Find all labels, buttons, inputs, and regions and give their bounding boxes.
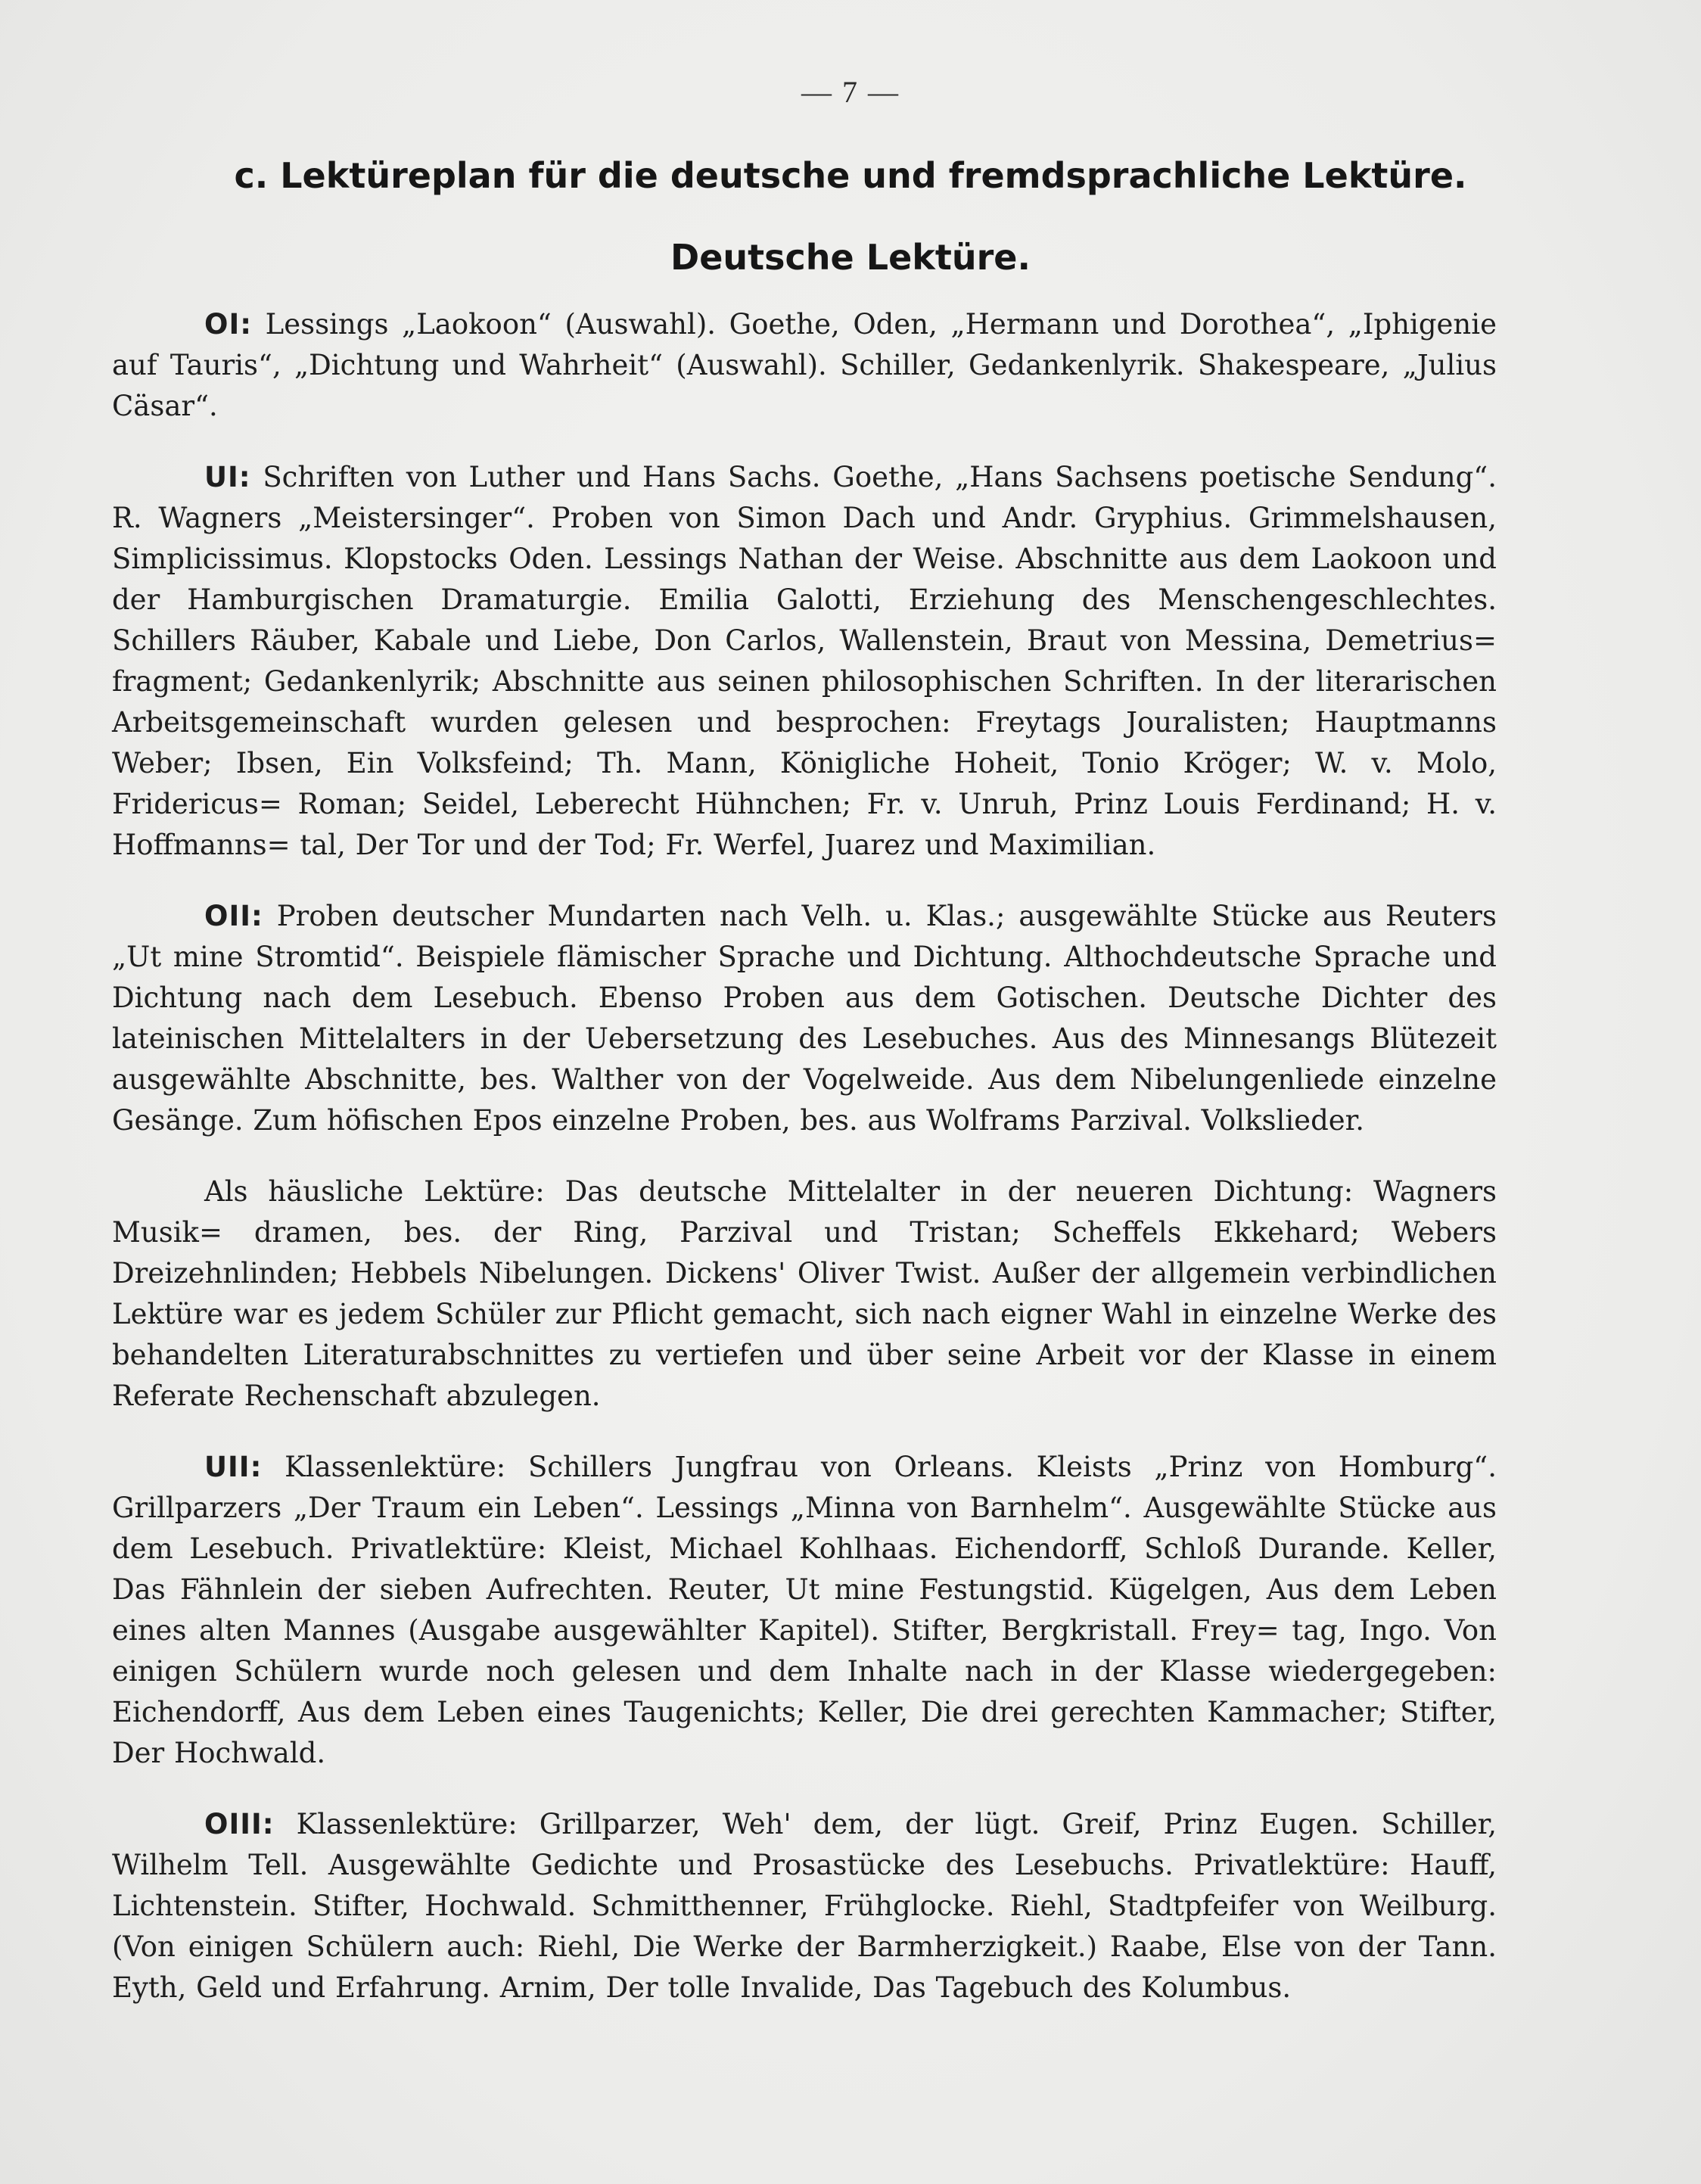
paragraph-uii: [112, 1447, 1497, 1774]
paragraph-ui-text: Schriften von Luther und Hans Sachs. Goethe, „Hans Sachsens poetische Sendung“. R. Wagners „Meistersinger“. Proben von Simon Dach und Andr. Gryphius. Grimmelshausen, Simplicissimus. Klopstocks Oden. Lessings Nathan der Weise. Abschnitte aus dem Laokoon und der Hamburgischen Dramaturgie. Emilia Galotti, Erziehung des Menschengeschlechtes. Schillers Räuber, Kabale und Liebe, Don Carlos, Wallenstein, Braut von Messina, Demetrius= fragment; Gedankenlyrik; Abschnitte aus seinen philosophischen Schriften. In der literarischen Arbeitsgemeinschaft wurden gelesen und besprochen: Freytags Jouralisten; Hauptmanns Weber; Ibsen, Ein Volksfeind; Th. Mann, Königliche Hoheit, Tonio Kröger; W. v. Molo, Fridericus= Roman; Seidel, Leberecht Hühnchen; Fr. v. Unruh, Prinz Louis Ferdinand; H. v. Hoffmanns= tal, Der Tor und der Tod; Fr. Werfel, Juarez und Maximilian.: [112, 461, 1497, 861]
class-label-ui: UI:: [204, 461, 251, 493]
subtitle: Deutsche Lektüre.: [670, 237, 1031, 278]
paragraph-oii-text: Proben deutscher Mundarten nach Velh. u. Klas.; ausgewählte Stücke aus Reuters „Ut mine Stromtid“. Beispiele flämischer Sprache und Dichtung. Althochdeutsche Sprache und Dichtung nach dem Lesebuch. Ebenso Proben aus dem Gotischen. Deutsche Dichter des lateinischen Mittelalters in der Uebersetzung des Lesebuches. Aus des Minnesangs Blütezeit ausgewählte Abschnitte, bes. Walther von der Vogelweide. Aus dem Nibelungenliede einzelne Gesänge. Zum höfischen Epos einzelne Proben, bes. aus Wolframs Parzival. Volkslieder.: [112, 900, 1497, 1137]
section-title: c. Lektüreplan für die deutsche und fremdsprachliche Lektüre.: [234, 155, 1467, 196]
body-text: [112, 304, 1497, 2039]
class-label-oii: OII:: [204, 900, 263, 932]
paragraph-hausliche-lekture: [112, 1171, 1497, 1417]
paragraph-oi: [112, 304, 1497, 427]
paragraph-uii-text: Klassenlektüre: Schillers Jungfrau von Orleans. Kleists „Prinz von Homburg“. Grillparzers „Der Traum ein Leben“. Lessings „Minna von Barnhelm“. Ausgewählte Stücke aus dem Lesebuch. Privatlektüre: Kleist, Michael Kohlhaas. Eichendorff, Schloß Durande. Keller, Das Fähnlein der sieben Aufrechten. Reuter, Ut mine Festungstid. Kügelgen, Aus dem Leben eines alten Mannes (Ausgabe ausgewählter Kapitel). Stifter, Bergkristall. Frey= tag, Ingo. Von einigen Schülern wurde noch gelesen und dem Inhalte nach in der Klasse wiedergegeben: Eichendorff, Aus dem Leben eines Taugenichts; Keller, Die drei gerechten Kammacher; Stifter, Der Hochwald.: [112, 1451, 1497, 1769]
class-label-oiii: OIII:: [204, 1808, 275, 1840]
paragraph-hausliche-lekture-text: Als häusliche Lektüre: Das deutsche Mittelalter in der neueren Dichtung: Wagners Musik= dramen, bes. der Ring, Parzival und Tristan; Scheffels Ekkehard; Webers Dreizehnlinden; Hebbels Nibelungen. Dickens' Oliver Twist. Außer der allgemein verbindlichen Lektüre war es jedem Schüler zur Pflicht gemacht, sich nach eigner Wahl in einzelne Werke des behandelten Literaturabschnittes zu vertiefen und über seine Arbeit vor der Klasse in einem Referate Rechenschaft abzulegen.: [112, 1175, 1497, 1412]
paragraph-oii: [112, 896, 1497, 1141]
class-label-oi: OI:: [204, 308, 253, 341]
paragraph-oi-text: Lessings „Laokoon“ (Auswahl). Goethe, Oden, „Hermann und Dorothea“, „Iphigenie auf Tauris“, „Dichtung und Wahrheit“ (Auswahl). Schiller, Gedankenlyrik. Shakespeare, „Julius Cäsar“.: [112, 308, 1497, 422]
paragraph-ui: [112, 457, 1497, 866]
paragraph-oiii: [112, 1804, 1497, 2008]
class-label-uii: UII:: [204, 1451, 263, 1483]
page-number: — 7 —: [801, 75, 900, 109]
paragraph-oiii-text: Klassenlektüre: Grillparzer, Weh' dem, der lügt. Greif, Prinz Eugen. Schiller, Wilhelm Tell. Ausgewählte Gedichte und Prosastücke des Lesebuchs. Privatlektüre: Hauff, Lichtenstein. Stifter, Hochwald. Schmitthenner, Frühglocke. Riehl, Stadtpfeifer von Weilburg. (Von einigen Schülern auch: Riehl, Die Werke der Barmherzigkeit.) Raabe, Else von der Tann. Eyth, Geld und Erfahrung. Arnim, Der tolle Invalide, Das Tagebuch des Kolumbus.: [112, 1808, 1497, 2004]
